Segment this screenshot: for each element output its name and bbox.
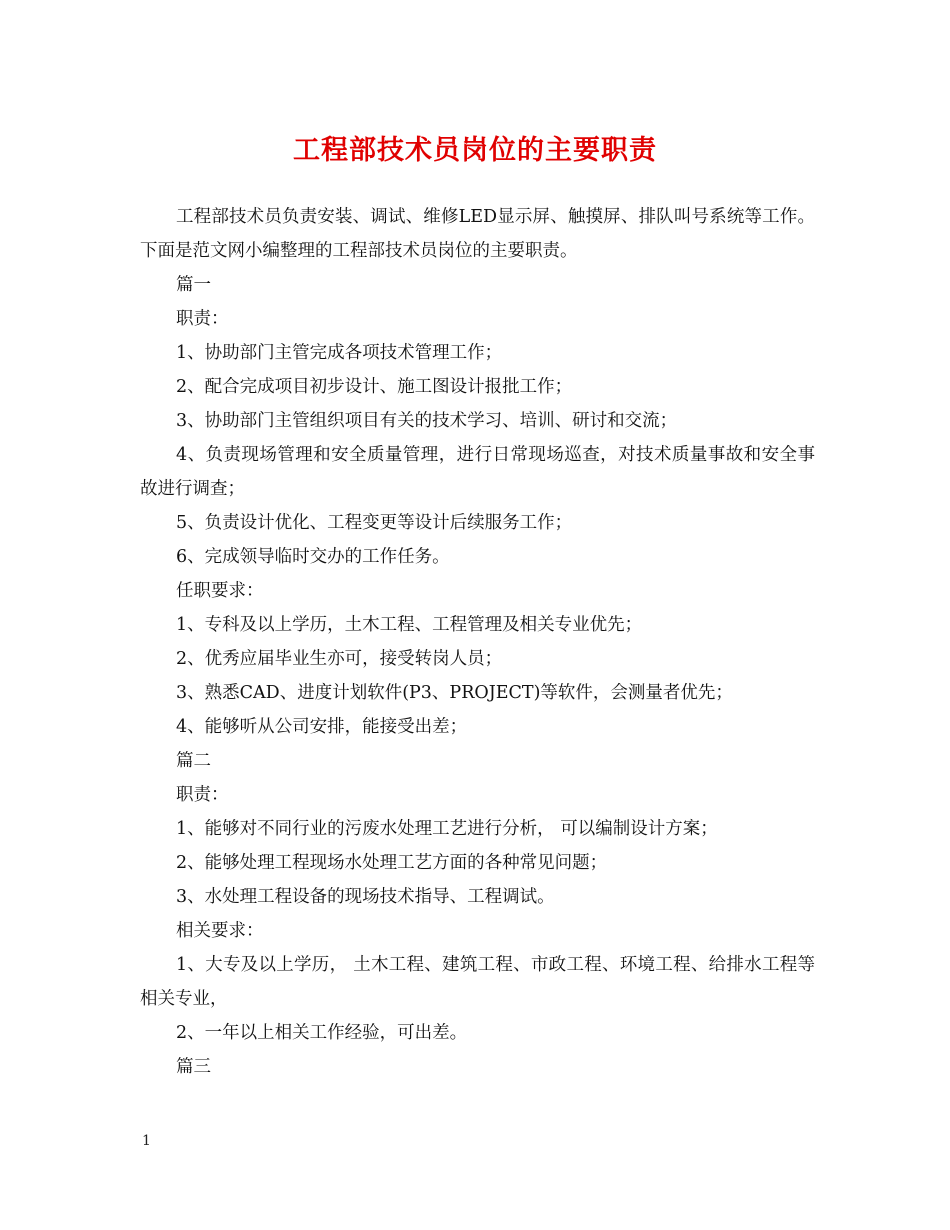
intro-paragraph: 工程部技术员负责安装、调试、维修LED显示屏、触摸屏、排队叫号系统等工作。下面是范文网小编整理的工程部技术员岗位的主要职责。 bbox=[140, 207, 815, 261]
document-body bbox=[140, 200, 815, 1084]
requirement-item: 2、一年以上相关工作经验，可出差。 bbox=[176, 1023, 468, 1043]
document-title: 工程部技术员岗位的主要职责 bbox=[293, 135, 657, 166]
section-heading-part-two: 篇二 bbox=[176, 751, 211, 771]
duty-item: 1、协助部门主管完成各项技术管理工作； bbox=[176, 343, 503, 363]
subheading-duties-two: 职责： bbox=[176, 785, 229, 805]
requirement-item: 4、能够听从公司安排，能接受出差； bbox=[176, 717, 468, 737]
duty-item: 3、水处理工程设备的现场技术指导、工程调试。 bbox=[176, 887, 555, 907]
requirement-item: 3、熟悉CAD、进度计划软件(P3、PROJECT)等软件，会测量者优先； bbox=[176, 683, 733, 703]
duty-item: 1、能够对不同行业的污废水处理工艺进行分析， 可以编制设计方案； bbox=[176, 819, 718, 839]
requirement-item: 1、专科及以上学历，土木工程、工程管理及相关专业优先； bbox=[176, 615, 643, 635]
page-number: 1 bbox=[142, 1133, 151, 1149]
duty-item: 3、协助部门主管组织项目有关的技术学习、培训、研讨和交流； bbox=[176, 411, 678, 431]
subheading-duties-one: 职责： bbox=[176, 309, 229, 329]
subheading-requirements-two: 相关要求： bbox=[176, 921, 264, 941]
section-heading-part-three: 篇三 bbox=[176, 1057, 211, 1077]
section-heading-part-one: 篇一 bbox=[176, 275, 211, 295]
duty-item: 5、负责设计优化、工程变更等设计后续服务工作； bbox=[176, 513, 573, 533]
subheading-requirements-one: 任职要求： bbox=[176, 581, 264, 601]
duty-item: 2、配合完成项目初步设计、施工图设计报批工作； bbox=[176, 377, 573, 397]
requirement-item: 1、大专及以上学历， 土木工程、建筑工程、市政工程、环境工程、给排水工程等相关专业， bbox=[140, 955, 815, 1009]
duty-item: 6、完成领导临时交办的工作任务。 bbox=[176, 547, 450, 567]
duty-item: 4、负责现场管理和安全质量管理，进行日常现场巡查，对技术质量事故和安全事故进行调查； bbox=[140, 445, 815, 499]
duty-item: 2、能够处理工程现场水处理工艺方面的各种常见问题； bbox=[176, 853, 608, 873]
requirement-item: 2、优秀应届毕业生亦可，接受转岗人员； bbox=[176, 649, 503, 669]
